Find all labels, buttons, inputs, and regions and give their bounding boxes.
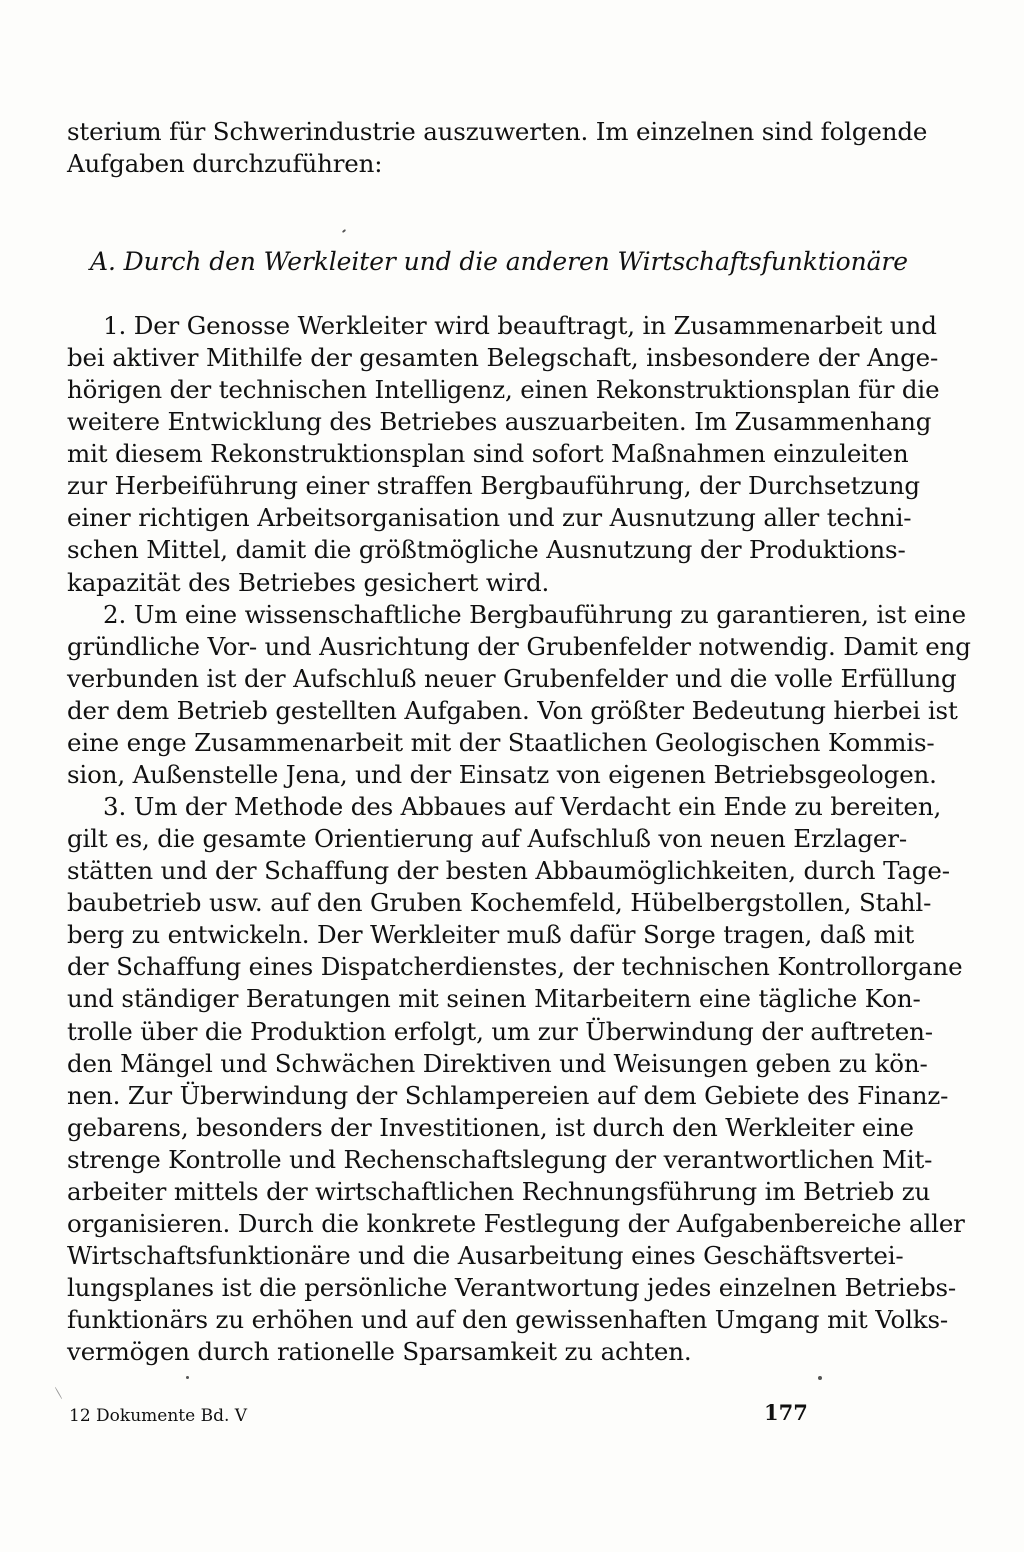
scan-speck: [186, 1376, 189, 1379]
scan-speck: [342, 229, 346, 233]
paragraph-3-line: strenge Kontrolle und Rechenschaftslegung der verantwortlichen Mit-: [67, 1144, 933, 1174]
paragraph-1-line: weitere Entwicklung des Betriebes auszuarbeiten. Im Zusammenhang: [67, 407, 932, 437]
paragraph-1-line: 1. Der Genosse Werkleiter wird beauftragt, in Zusammenarbeit und: [103, 311, 937, 340]
paragraph-3-line: der Schaffung eines Dispatcherdienstes, der technischen Kontrollorgane: [67, 952, 963, 982]
paragraph-2-line: 2. Um eine wissenschaftliche Bergbauführung zu garantieren, ist eine: [103, 599, 966, 629]
paragraph-3-line: vermögen durch rationelle Sparsamkeit zu achten.: [67, 1337, 692, 1367]
intro-line: Aufgaben durchzuführen:: [67, 149, 383, 179]
paragraph-1-line: hörigen der technischen Intelligenz, einen Rekonstruktionsplan für die: [67, 375, 940, 405]
page-number: 177: [764, 1400, 808, 1425]
paragraph-3-line: stätten und der Schaffung der besten Abbaumöglichkeiten, durch Tage-: [67, 856, 950, 886]
paragraph-3-line: Wirtschaftsfunktionäre und die Ausarbeitung eines Geschäftsvertei-: [67, 1241, 904, 1271]
paragraph-1-line: kapazität des Betriebes gesichert wird.: [67, 567, 550, 597]
paragraph-3-line: arbeiter mittels der wirtschaftlichen Rechnungsführung im Betrieb zu: [67, 1176, 931, 1206]
paragraph-2-line: der dem Betrieb gestellten Aufgaben. Von größter Bedeutung hierbei ist: [67, 695, 958, 725]
paragraph-1-line: schen Mittel, damit die größtmögliche Ausnutzung der Produktions-: [67, 535, 906, 565]
paragraph-3-line: berg zu entwickeln. Der Werkleiter muß dafür Sorge tragen, daß mit: [67, 920, 915, 950]
paragraph-1-line: mit diesem Rekonstruktionsplan sind sofort Maßnahmen einzuleiten: [67, 439, 909, 469]
paragraph-2-line: verbunden ist der Aufschluß neuer Grubenfelder und die volle Erfüllung: [67, 663, 957, 693]
scan-speck: [55, 1387, 63, 1400]
paragraph-2-line: sion, Außenstelle Jena, und der Einsatz von eigenen Betriebsgeologen.: [67, 759, 937, 789]
paragraph-1-line: bei aktiver Mithilfe der gesamten Belegschaft, insbesondere der Ange-: [67, 343, 939, 373]
intro-line: sterium für Schwerindustrie auszuwerten. Im einzelnen sind folgende: [67, 117, 928, 146]
section-heading: A. Durch den Werkleiter und die anderen Wirtschaftsfunktionäre: [90, 247, 908, 276]
paragraph-2-line: gründliche Vor- und Ausrichtung der Grubenfelder notwendig. Damit eng: [67, 631, 971, 661]
paragraph-3-line: trolle über die Produktion erfolgt, um zur Überwindung der auftreten-: [67, 1016, 933, 1046]
paragraph-3-line: nen. Zur Überwindung der Schlampereien auf dem Gebiete des Finanz-: [67, 1080, 949, 1110]
scan-speck: [818, 1376, 822, 1380]
paragraph-3-line: gebarens, besonders der Investitionen, ist durch den Werkleiter eine: [67, 1112, 914, 1142]
paragraph-3-line: lungsplanes ist die persönliche Verantwortung jedes einzelnen Betriebs-: [67, 1273, 957, 1303]
paragraph-1-line: zur Herbeiführung einer straffen Bergbauführung, der Durchsetzung: [67, 471, 920, 501]
paragraph-2-line: eine enge Zusammenarbeit mit der Staatlichen Geologischen Kommis-: [67, 727, 935, 757]
footer-signature: 12 Dokumente Bd. V: [69, 1406, 248, 1426]
paragraph-3-line: und ständiger Beratungen mit seinen Mitarbeitern eine tägliche Kon-: [67, 984, 921, 1014]
paragraph-3-line: gilt es, die gesamte Orientierung auf Aufschluß von neuen Erzlager-: [67, 824, 907, 854]
paragraph-1-line: einer richtigen Arbeitsorganisation und zur Ausnutzung aller techni-: [67, 503, 912, 533]
paragraph-3-line: organisieren. Durch die konkrete Festlegung der Aufgabenbereiche aller: [67, 1208, 965, 1238]
paragraph-3-line: 3. Um der Methode des Abbaues auf Verdacht ein Ende zu bereiten,: [103, 792, 942, 822]
paragraph-3-line: den Mängel und Schwächen Direktiven und Weisungen geben zu kön-: [67, 1048, 928, 1078]
paragraph-3-line: funktionärs zu erhöhen und auf den gewissenhaften Umgang mit Volks-: [67, 1305, 949, 1335]
paragraph-3-line: baubetrieb usw. auf den Gruben Kochemfeld, Hübelbergstollen, Stahl-: [67, 888, 932, 918]
